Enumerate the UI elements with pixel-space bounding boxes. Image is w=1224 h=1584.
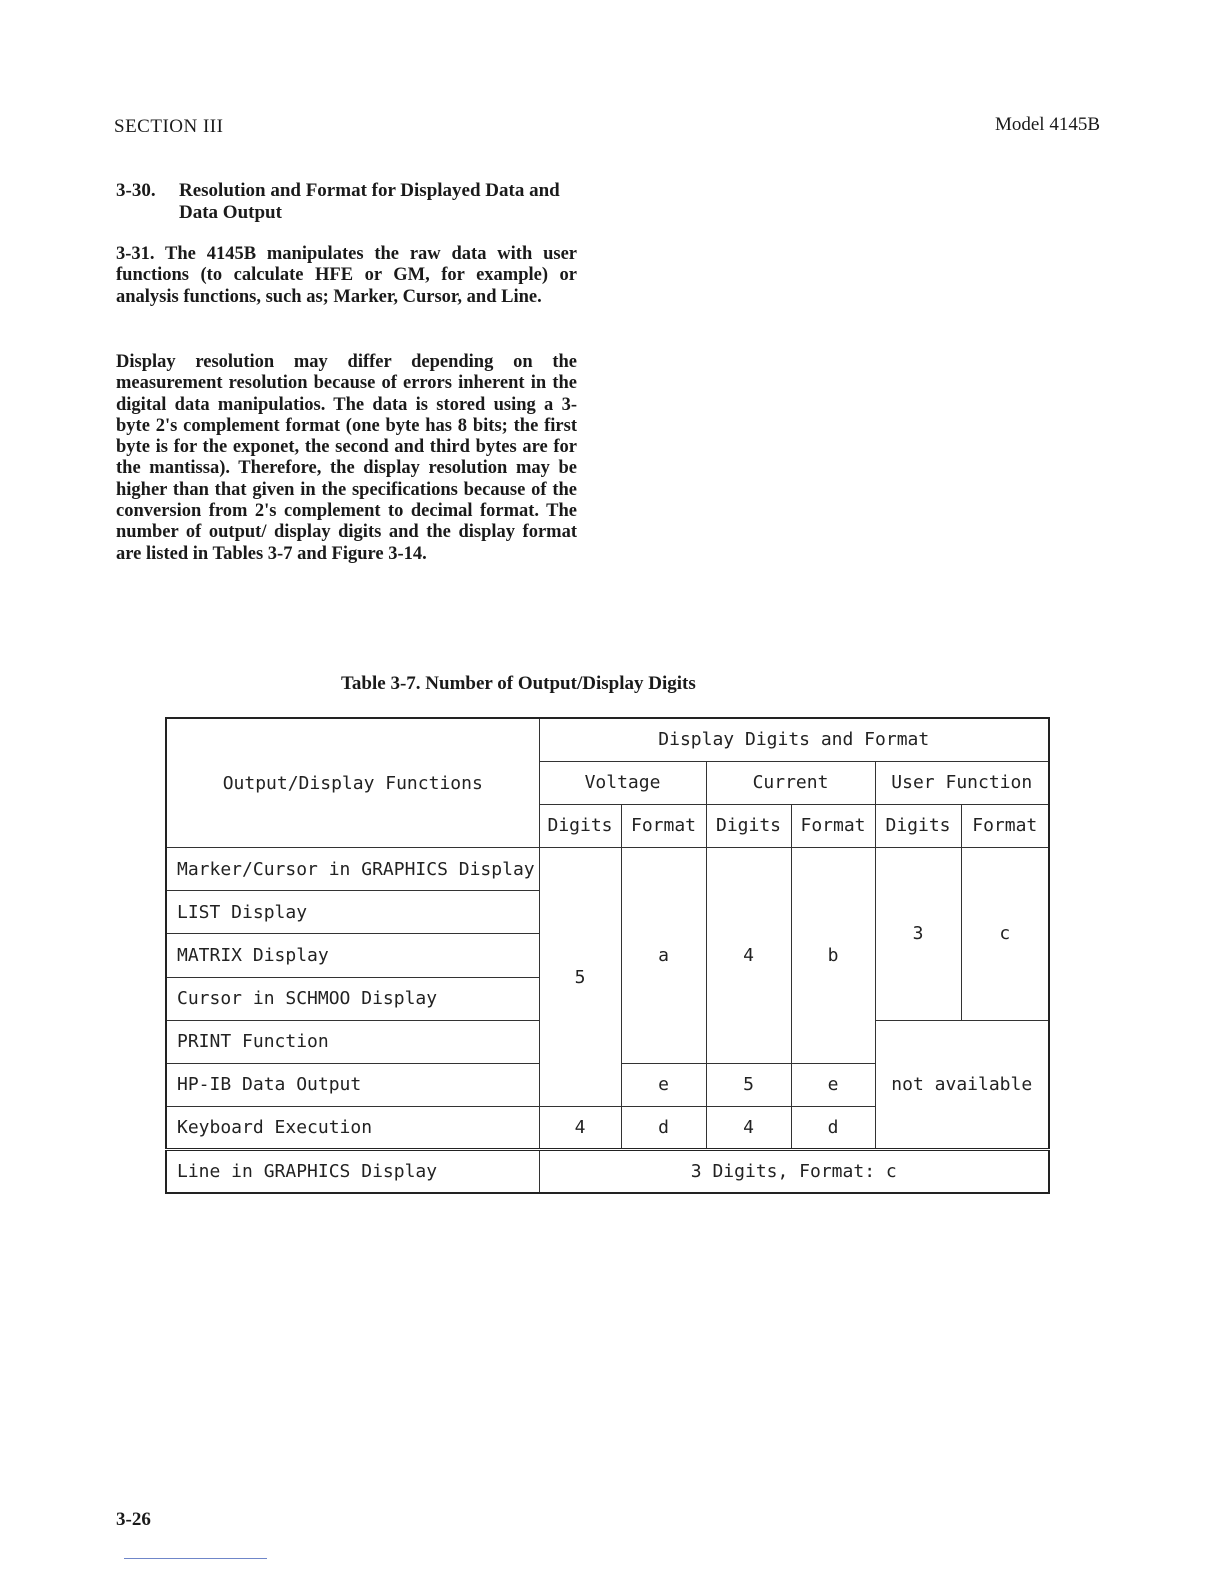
section-heading (116, 180, 586, 224)
user-digits-cell: 3 (875, 848, 961, 1021)
function-row-label: PRINT Function (166, 1020, 539, 1063)
header-voltage-digits: Digits (539, 804, 621, 847)
current-digits-cell: 4 (706, 848, 791, 1064)
header-current-format: Format (791, 804, 875, 847)
digits-table (165, 717, 1050, 1194)
header-voltage: Voltage (539, 761, 706, 804)
line-graphics-cell: 3 Digits, Format: c (539, 1150, 1049, 1193)
user-format-cell: c (961, 848, 1049, 1021)
header-current-digits: Digits (706, 804, 791, 847)
user-not-available-cell: not available (875, 1020, 1049, 1150)
current-format-cell: b (791, 848, 875, 1064)
header-display-digits-format: Display Digits and Format (539, 718, 1049, 761)
header-user-digits: Digits (875, 804, 961, 847)
section-label: SECTION III (114, 116, 224, 137)
kbd-current-format-cell: d (791, 1107, 875, 1150)
function-row-label: Cursor in SCHMOO Display (166, 977, 539, 1020)
header-voltage-format: Format (621, 804, 706, 847)
header-current: Current (706, 761, 875, 804)
hpib-current-digits-cell: 5 (706, 1063, 791, 1106)
function-row-label: Keyboard Execution (166, 1107, 539, 1150)
heading-number: 3-30. (116, 180, 156, 201)
kbd-voltage-digits-cell: 4 (539, 1107, 621, 1150)
table-title: Table 3-7. Number of Output/Display Digits (341, 673, 696, 694)
kbd-voltage-format-cell: d (621, 1107, 706, 1150)
kbd-current-digits-cell: 4 (706, 1107, 791, 1150)
function-row-label: LIST Display (166, 891, 539, 934)
voltage-digits-cell: 5 (539, 848, 621, 1107)
header-user-format: Format (961, 804, 1049, 847)
page-number: 3-26 (116, 1509, 151, 1530)
voltage-format-cell: a (621, 848, 706, 1064)
hpib-voltage-format-cell: e (621, 1063, 706, 1106)
paragraph: Display resolution may differ depending on the measurement resolution because of errors inherent in the digital data manipulatios. The data is stored using a 3-byte 2's complement format (one byte has 8 bits; the first byte is for the exponet, the second and third bytes are for the mantissa). Therefore, the display resolution may be higher than that given in the specifications because of the conversion from 2's complement to decimal format. The number of output/ display digits and the display format are listed in Tables 3-7 and Figure 3-14. (116, 352, 577, 564)
function-row-label: Marker/Cursor in GRAPHICS Display (166, 848, 539, 891)
function-row-label: MATRIX Display (166, 934, 539, 977)
model-label: Model 4145B (994, 114, 1100, 135)
header-user-function: User Function (875, 761, 1049, 804)
function-row-label: HP-IB Data Output (166, 1063, 539, 1106)
paragraph: 3-31. The 4145B manipulates the raw data with user functions (to calculate HFE or GM, for example) or analysis functions, such as; Marker, Cursor, and Line. (116, 244, 577, 307)
footer-rule (124, 1558, 267, 1559)
heading-title: Resolution and Format for Displayed Data and Data Output (179, 180, 560, 223)
hpib-current-format-cell: e (791, 1063, 875, 1106)
function-row-label: Line in GRAPHICS Display (166, 1150, 539, 1193)
header-functions: Output/Display Functions (166, 718, 539, 848)
